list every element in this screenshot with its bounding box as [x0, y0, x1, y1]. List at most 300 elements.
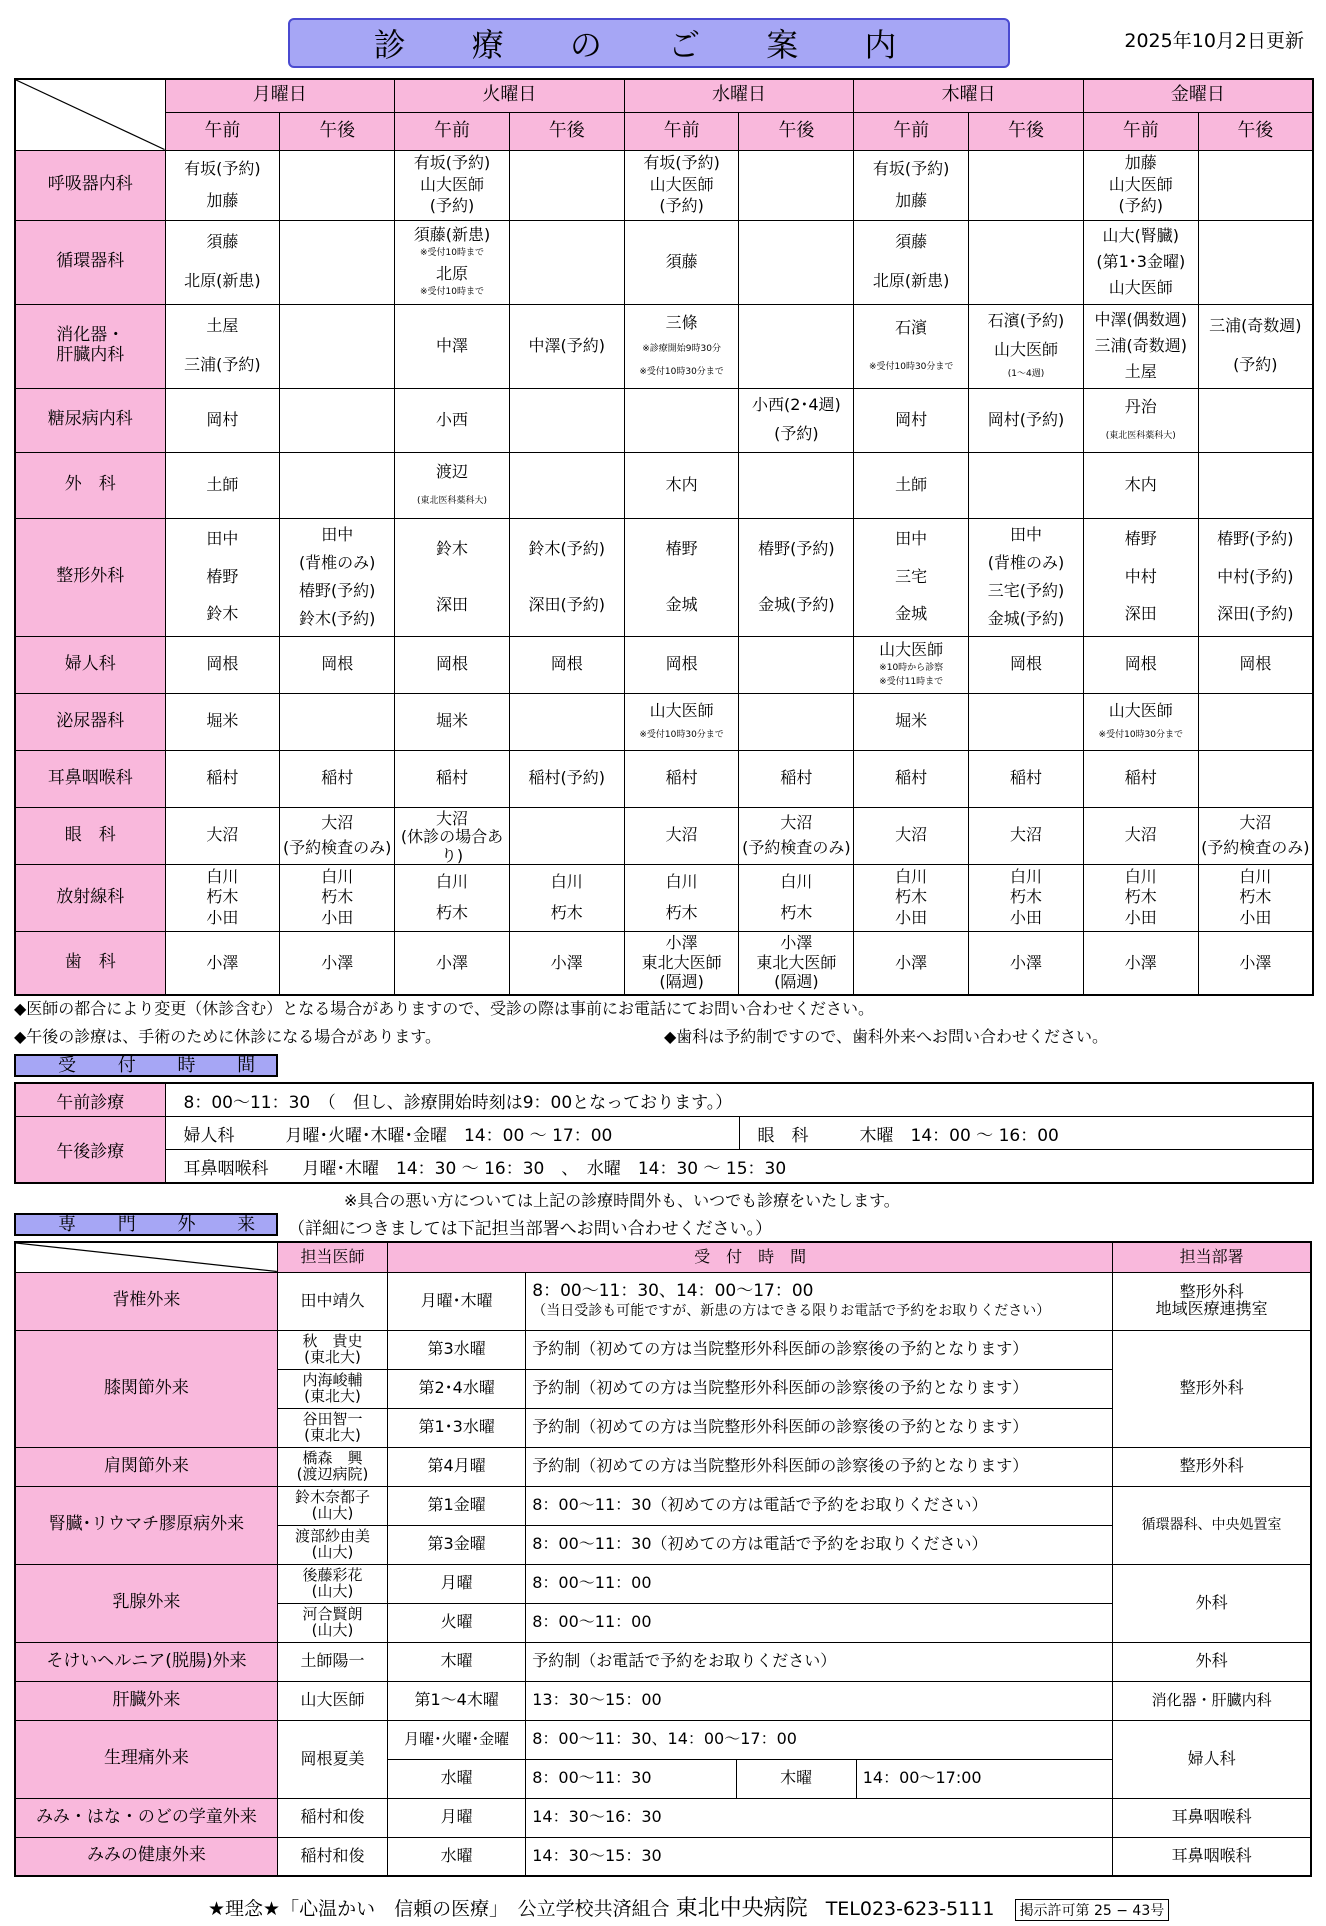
clinic-day: 第3金曜: [388, 1525, 526, 1564]
clinic-time: 13：30～15：00: [526, 1681, 1113, 1720]
doctor-entry: 小田: [1009, 907, 1042, 927]
doctor-entry: 木内: [1124, 474, 1157, 494]
pm-hours-eye: 眼 科 木曜 14：00 ～ 16：00: [739, 1117, 1313, 1150]
clinic-day: 第3水曜: [388, 1330, 526, 1369]
doctor-entry: 岡根: [550, 654, 583, 674]
doctor-entry: 中澤(予約): [528, 335, 606, 355]
doctor-entry: 岡村: [895, 409, 928, 429]
department-name: 外 科: [15, 452, 165, 518]
schedule-cell: [509, 864, 624, 931]
doctor-entry: 稲村: [780, 768, 813, 788]
doctor-entry: 小西(2･4週): [751, 395, 841, 415]
doctor-entry: ※受付10時30分まで: [868, 361, 954, 372]
doctor-entry: 深田: [1124, 604, 1157, 624]
schedule-cell: [509, 388, 624, 452]
schedule-cell: [739, 452, 854, 518]
schedule-cell: [739, 636, 854, 693]
doctor-entry: 須藤: [206, 232, 239, 252]
schedule-cell: [854, 750, 969, 807]
doctor-entry: 椿野: [206, 566, 239, 586]
doctor-entry: 深田(予約): [1217, 604, 1294, 624]
doctor-entry: (隔週): [774, 971, 819, 991]
doctor-entry: 深田: [435, 594, 468, 614]
special-desc: （詳細につきましては下記担当部署へお問い合わせください。）: [288, 1219, 773, 1239]
doctor-entry: 岡根: [1239, 654, 1272, 674]
schedule-cell: [624, 388, 739, 452]
doctor-entry: (背椎のみ): [298, 552, 376, 572]
doctor-entry: 稲村: [321, 768, 354, 788]
doctor-entry: 土師: [895, 474, 928, 494]
clinic-dept: 整形外科: [1113, 1447, 1311, 1486]
schedule-cell: [624, 220, 739, 304]
clinic-doctor: 稲村和俊: [277, 1837, 387, 1876]
doctor-entry: 大沼: [1239, 812, 1272, 832]
pm-hours-gyn: 婦人科 月曜･火曜･木曜･金曜 14：00 ～ 17：00: [165, 1117, 739, 1150]
doctor-entry: 須藤: [895, 232, 928, 252]
doctor-entry: 小澤: [435, 952, 468, 972]
schedule-cell: [1083, 150, 1198, 220]
day-header: 火曜日: [395, 79, 625, 112]
schedule-cell: [739, 864, 854, 931]
clinic-day: 第1～4木曜: [388, 1681, 526, 1720]
schedule-cell: [1198, 150, 1313, 220]
doctor-entry: 白川: [1124, 866, 1157, 886]
doctor-entry: 稲村(予約): [528, 768, 606, 788]
doctor-entry: 白川: [665, 872, 698, 892]
department-row: [15, 518, 1313, 636]
schedule-cell: [854, 452, 969, 518]
doctor-entry: 岡根: [665, 654, 698, 674]
hours-note: ※具合の悪い方については上記の診療時間外も、いつでも診療をいたします。: [344, 1191, 900, 1210]
schedule-cell: [1198, 636, 1313, 693]
doctor-entry: ※受付10時まで: [419, 248, 484, 259]
doctor-entry: 有坂(予約): [413, 153, 491, 173]
doctor-entry: 山大医師: [879, 640, 944, 660]
clinic-doctor: 渡部紗由美 (山大): [277, 1525, 387, 1564]
note-1: ◆医師の都合により変更（休診含む）となる場合がありますので、受診の際は事前にお電話にてお問い合わせください。: [14, 999, 874, 1018]
clinic-day: 第1･3水曜: [388, 1408, 526, 1447]
clinic-time: 予約制（初めての方は当院整形外科医師の診察後の予約となります）: [526, 1447, 1113, 1486]
clinic-time: 14：30～15：30: [526, 1837, 1113, 1876]
department-name: 歯 科: [15, 931, 165, 995]
doctor-entry: 稲村: [665, 768, 698, 788]
doctor-entry: 朽木: [1239, 887, 1272, 907]
clinic-doctor: 後藤彩花 (山大): [277, 1564, 387, 1603]
department-name: 整形外科: [15, 518, 165, 636]
clinic-time: 8：00～11：30（初めての方は電話で予約をお取りください）: [526, 1486, 1113, 1525]
schedule-cell: [395, 750, 510, 807]
doctor-entry: 白川: [780, 872, 813, 892]
doctor-entry: 中澤: [435, 335, 468, 355]
doctor-entry: 小澤: [780, 933, 813, 953]
am-hours-text: 8：00～11：30 （ 但し、診療開始時刻は9：00となっております。）: [165, 1083, 1313, 1117]
doctor-entry: 鈴木: [206, 604, 239, 624]
doctor-entry: (背椎のみ): [987, 552, 1065, 572]
doctor-entry: 大沼: [665, 825, 698, 845]
schedule-cell: [739, 150, 854, 220]
clinic-doctor: 河合賢朗 (山大): [277, 1603, 387, 1642]
schedule-cell: [395, 388, 510, 452]
schedule-cell: [739, 693, 854, 750]
schedule-cell: [280, 304, 395, 388]
header-dept: 担当部署: [1113, 1242, 1311, 1272]
schedule-cell: [509, 452, 624, 518]
am-header: 午前: [624, 112, 739, 150]
doctor-entry: 土屋: [1124, 361, 1157, 381]
schedule-cell: [280, 807, 395, 864]
schedule-cell: [739, 750, 854, 807]
clinic-day: 月曜: [388, 1564, 526, 1603]
day-header: 木曜日: [854, 79, 1084, 112]
clinic-doctor: 内海峻輔 (東北大): [277, 1369, 387, 1408]
am-header: 午前: [1083, 112, 1198, 150]
doctor-entry: 金城(予約): [987, 608, 1065, 628]
clinic-doctor: 秋 貴史 (東北大): [277, 1330, 387, 1369]
schedule-cell: [1198, 220, 1313, 304]
schedule-cell: [395, 518, 510, 636]
department-row: [15, 150, 1313, 220]
doctor-entry: ※受付10時30分まで: [639, 730, 724, 741]
doctor-entry: 中村(予約): [1217, 566, 1294, 586]
doctor-entry: 椿野(予約): [298, 580, 376, 600]
doctor-entry: 堀米: [206, 711, 239, 731]
schedule-cell: [1198, 304, 1313, 388]
department-row: [15, 864, 1313, 931]
clinic-name: みみ・はな・のどの学童外来: [15, 1798, 277, 1837]
clinic-dept: 循環器科、中央処置室: [1113, 1486, 1311, 1564]
schedule-cell: [969, 150, 1084, 220]
doctor-entry: ※診療開始9時30分: [642, 344, 721, 355]
pm-header: 午後: [509, 112, 624, 150]
schedule-table: [14, 78, 1314, 996]
doctor-entry: 石濱: [895, 318, 928, 338]
doctor-entry: 稲村: [895, 768, 928, 788]
special-section-label: 専 門 外 来: [14, 1213, 278, 1236]
schedule-cell: [854, 636, 969, 693]
doctor-entry: 土屋: [206, 316, 239, 336]
doctor-entry: 小澤: [321, 952, 354, 972]
doctor-entry: 小田: [1239, 907, 1272, 927]
schedule-cell: [739, 304, 854, 388]
hours-section-label: 受 付 時 間: [14, 1054, 278, 1077]
doctor-entry: ※受付10時30分まで: [639, 367, 724, 378]
clinic-day: 第4月曜: [388, 1447, 526, 1486]
schedule-cell: [509, 304, 624, 388]
schedule-cell: [395, 220, 510, 304]
clinic-time: 予約制（初めての方は当院整形外科医師の診察後の予約となります）: [526, 1369, 1113, 1408]
doctor-entry: (予約): [1118, 196, 1164, 216]
clinic-dept: 耳鼻咽喉科: [1113, 1837, 1311, 1876]
clinic-dept: 耳鼻咽喉科: [1113, 1798, 1311, 1837]
day-header: 水曜日: [624, 79, 854, 112]
doctor-entry: 大沼: [1009, 825, 1042, 845]
department-row: [15, 636, 1313, 693]
doctor-entry: 有坂(予約): [184, 158, 261, 178]
doctor-entry: 三浦(奇数週): [1209, 316, 1302, 336]
doctor-entry: 山大医師: [1108, 174, 1173, 194]
schedule-cell: [854, 931, 969, 995]
schedule-cell: [395, 150, 510, 220]
am-header: 午前: [395, 112, 510, 150]
clinic-name: 肝臓外来: [15, 1681, 277, 1720]
schedule-cell: [395, 864, 510, 931]
clinic-time: 予約制（初めての方は当院整形外科医師の診察後の予約となります）: [526, 1408, 1113, 1447]
pm-header: 午後: [1198, 112, 1313, 150]
doctor-entry: 田中: [206, 529, 239, 549]
header-doctor: 担当医師: [277, 1242, 387, 1272]
clinic-dept: 消化器・肝臓内科: [1113, 1681, 1311, 1720]
doctor-entry: 丹治: [1124, 397, 1157, 417]
doctor-entry: 中澤(偶数週): [1094, 309, 1188, 329]
clinic-name: みみの健康外来: [15, 1837, 277, 1876]
page-title: 診 療 の ご 案 内: [288, 18, 1010, 68]
am-header: 午前: [165, 112, 280, 150]
clinic-day: 月曜: [388, 1798, 526, 1837]
footer: [208, 1891, 1169, 1922]
schedule-cell: [624, 304, 739, 388]
doctor-entry: 白川: [895, 866, 928, 886]
doctor-entry: 小澤: [1239, 952, 1272, 972]
department-name: 眼 科: [15, 807, 165, 864]
schedule-cell: [739, 931, 854, 995]
department-name: 婦人科: [15, 636, 165, 693]
schedule-cell: [165, 388, 280, 452]
doctor-entry: 朽木: [321, 887, 354, 907]
doctor-entry: 土師: [206, 474, 239, 494]
schedule-cell: [1083, 452, 1198, 518]
clinic-doctor: 谷田智一 (東北大): [277, 1408, 387, 1447]
schedule-cell: [624, 636, 739, 693]
footer-permit: 掲示許可第 25 − 43号: [1015, 1899, 1170, 1921]
department-row: [15, 452, 1313, 518]
clinic-day: 水曜: [388, 1759, 526, 1798]
doctor-entry: 椿野(予約): [1217, 529, 1294, 549]
doctor-entry: ※受付10時30分まで: [1098, 730, 1183, 741]
note-3: ◆歯科は予約制ですので、歯科外来へお問い合わせください。: [664, 1027, 1108, 1046]
doctor-entry: (予約検査のみ): [1201, 838, 1310, 858]
schedule-cell: [280, 750, 395, 807]
clinic-doctor: 土師陽一: [277, 1642, 387, 1681]
doctor-entry: (休診の場合あり): [400, 827, 504, 865]
doctor-entry: 山大医師: [649, 174, 714, 194]
schedule-cell: [280, 220, 395, 304]
doctor-entry: 東北大医師: [756, 952, 837, 972]
schedule-cell: [624, 518, 739, 636]
schedule-cell: [969, 304, 1084, 388]
doctor-entry: 岡根: [321, 654, 354, 674]
schedule-cell: [969, 931, 1084, 995]
clinic-time-main: 8：00～11：30、14：00～17：00: [532, 1281, 814, 1302]
doctor-entry: 北原: [435, 263, 468, 283]
doctor-entry: 稲村: [1009, 768, 1042, 788]
updated-date: 2025年10月2日更新: [1124, 30, 1304, 52]
schedule-cell: [509, 693, 624, 750]
schedule-cell: [1083, 636, 1198, 693]
schedule-cell: [854, 864, 969, 931]
schedule-cell: [1198, 864, 1313, 931]
note-2: ◆午後の診療は、手術のために休診になる場合があります。: [14, 1027, 442, 1046]
doctor-entry: 東北大医師: [641, 952, 722, 972]
doctor-entry: (東北医科薬科大): [1105, 430, 1176, 441]
doctor-entry: (予約検査のみ): [282, 838, 392, 858]
clinic-time: 8：00～11：30、14：00～17：00: [526, 1720, 1113, 1759]
doctor-entry: 三浦(予約): [184, 355, 261, 375]
doctor-entry: (予約): [429, 196, 475, 216]
schedule-cell: [165, 750, 280, 807]
doctor-entry: 有坂(予約): [643, 153, 720, 173]
clinic-time-note: （当日受診も可能ですが、新患の方はできる限りお電話で予約をお取りください）: [532, 1303, 1051, 1320]
schedule-cell: [854, 220, 969, 304]
clinic-time: 8：00～11：00: [526, 1564, 1113, 1603]
department-row: [15, 750, 1313, 807]
schedule-cell: [969, 518, 1084, 636]
doctor-entry: 堀米: [895, 711, 928, 731]
clinic-day: 第2･4水曜: [388, 1369, 526, 1408]
schedule-cell: [624, 807, 739, 864]
clinic-dept: 外科: [1113, 1642, 1311, 1681]
clinic-time: 8：00～11：00: [526, 1603, 1113, 1642]
department-name: 放射線科: [15, 864, 165, 931]
schedule-cell: [969, 452, 1084, 518]
schedule-cell: [1198, 807, 1313, 864]
schedule-cell: [165, 452, 280, 518]
doctor-entry: 椿野: [1124, 529, 1157, 549]
clinic-dept: 整形外科 地域医療連携室: [1113, 1272, 1311, 1330]
department-row: [15, 693, 1313, 750]
pm-header: 午後: [969, 112, 1084, 150]
department-name: 消化器・ 肝臓内科: [15, 304, 165, 388]
doctor-entry: 堀米: [435, 711, 468, 731]
schedule-cell: [509, 150, 624, 220]
schedule-cell: [1083, 864, 1198, 931]
clinic-name: 肩関節外来: [15, 1447, 277, 1486]
schedule-cell: [854, 807, 969, 864]
pm-header: 午後: [739, 112, 854, 150]
doctor-entry: 白川: [321, 866, 354, 886]
doctor-entry: 鈴木(予約): [528, 538, 606, 558]
clinic-name: 生理痛外来: [15, 1720, 277, 1798]
doctor-entry: 田中: [321, 524, 354, 544]
day-header: 金曜日: [1083, 79, 1313, 112]
department-name: 呼吸器内科: [15, 150, 165, 220]
corner-cell: [15, 79, 165, 150]
schedule-cell: [624, 864, 739, 931]
schedule-cell: [624, 150, 739, 220]
doctor-entry: 山大医師: [649, 700, 714, 720]
schedule-cell: [1083, 807, 1198, 864]
doctor-entry: 朽木: [780, 902, 813, 922]
footer-motto: ★理念★「心温かい 信頼の医療」 公立学校共済組合: [208, 1898, 670, 1920]
doctor-entry: 朽木: [206, 887, 239, 907]
schedule-cell: [739, 388, 854, 452]
doctor-entry: 加藤: [1124, 153, 1157, 173]
doctor-entry: 金城(予約): [758, 594, 835, 614]
schedule-cell: [1083, 931, 1198, 995]
doctor-entry: 石濱(予約): [987, 311, 1065, 331]
schedule-cell: [624, 452, 739, 518]
schedule-cell: [165, 150, 280, 220]
clinic-name: 膝関節外来: [15, 1330, 277, 1447]
schedule-cell: [509, 807, 624, 864]
doctor-entry: 小西: [435, 409, 468, 429]
doctor-entry: 小澤: [550, 952, 583, 972]
clinic-name: 背椎外来: [15, 1272, 277, 1330]
schedule-cell: [854, 693, 969, 750]
doctor-entry: 小澤: [1124, 952, 1157, 972]
doctor-entry: 白川: [1009, 866, 1042, 886]
doctor-entry: 小澤: [206, 952, 239, 972]
department-row: [15, 220, 1313, 304]
doctor-entry: 岡根: [1124, 654, 1157, 674]
doctor-entry: 山大医師: [1108, 277, 1173, 297]
schedule-cell: [165, 220, 280, 304]
clinic-time: [526, 1272, 1113, 1330]
doctor-entry: (1～4週): [1007, 368, 1045, 379]
doctor-entry: 金城: [665, 594, 698, 614]
doctor-entry: 小田: [895, 907, 928, 927]
clinic-time: 予約制（お電話で予約をお取りください）: [526, 1642, 1113, 1681]
clinic-day: 木曜: [736, 1759, 856, 1798]
doctor-entry: 椿野: [665, 538, 698, 558]
clinic-dept: 整形外科: [1113, 1330, 1311, 1447]
doctor-entry: 椿野(予約): [758, 538, 835, 558]
special-corner-cell: [15, 1242, 277, 1272]
doctor-entry: 朽木: [895, 887, 928, 907]
doctor-entry: 金城: [895, 604, 928, 624]
clinic-day: 月曜･火曜･金曜: [388, 1720, 526, 1759]
doctor-entry: 大沼: [435, 809, 468, 828]
clinic-time: 8：00～11：30（初めての方は電話で予約をお取りください）: [526, 1525, 1113, 1564]
doctor-entry: 三宅(予約): [987, 580, 1065, 600]
schedule-cell: [395, 636, 510, 693]
schedule-cell: [1198, 388, 1313, 452]
doctor-entry: 大沼: [895, 825, 928, 845]
doctor-entry: 大沼: [321, 812, 354, 832]
doctor-entry: 稲村: [206, 768, 239, 788]
schedule-cell: [969, 750, 1084, 807]
schedule-cell: [969, 807, 1084, 864]
doctor-entry: 木内: [665, 474, 698, 494]
schedule-cell: [969, 693, 1084, 750]
department-row: [15, 807, 1313, 864]
doctor-entry: 岡村(予約): [987, 409, 1065, 429]
schedule-cell: [165, 864, 280, 931]
clinic-day: 第1金曜: [388, 1486, 526, 1525]
schedule-cell: [854, 150, 969, 220]
pm-hours-label: 午後診療: [15, 1117, 165, 1184]
doctor-entry: 大沼: [206, 825, 239, 845]
clinic-dept: 外科: [1113, 1564, 1311, 1642]
doctor-entry: 小澤: [665, 933, 698, 953]
doctor-entry: 朽木: [550, 902, 583, 922]
schedule-cell: [165, 636, 280, 693]
header-time: 受 付 時 間: [388, 1242, 1113, 1272]
clinic-name: 乳腺外来: [15, 1564, 277, 1642]
clinic-name: 腎臓･リウマチ膠原病外来: [15, 1486, 277, 1564]
doctor-entry: 白川: [435, 872, 468, 892]
schedule-cell: [280, 636, 395, 693]
doctor-entry: 須藤(新患): [413, 224, 491, 244]
schedule-cell: [1198, 518, 1313, 636]
doctor-entry: 渡辺: [435, 461, 468, 481]
doctor-entry: 稲村: [435, 768, 468, 788]
footer-tel: TEL023-623-5111: [825, 1898, 995, 1920]
doctor-entry: 加藤: [206, 190, 239, 210]
doctor-entry: (予約): [659, 196, 704, 216]
doctor-entry: (隔週): [659, 971, 704, 991]
schedule-cell: [165, 807, 280, 864]
schedule-cell: [1083, 220, 1198, 304]
